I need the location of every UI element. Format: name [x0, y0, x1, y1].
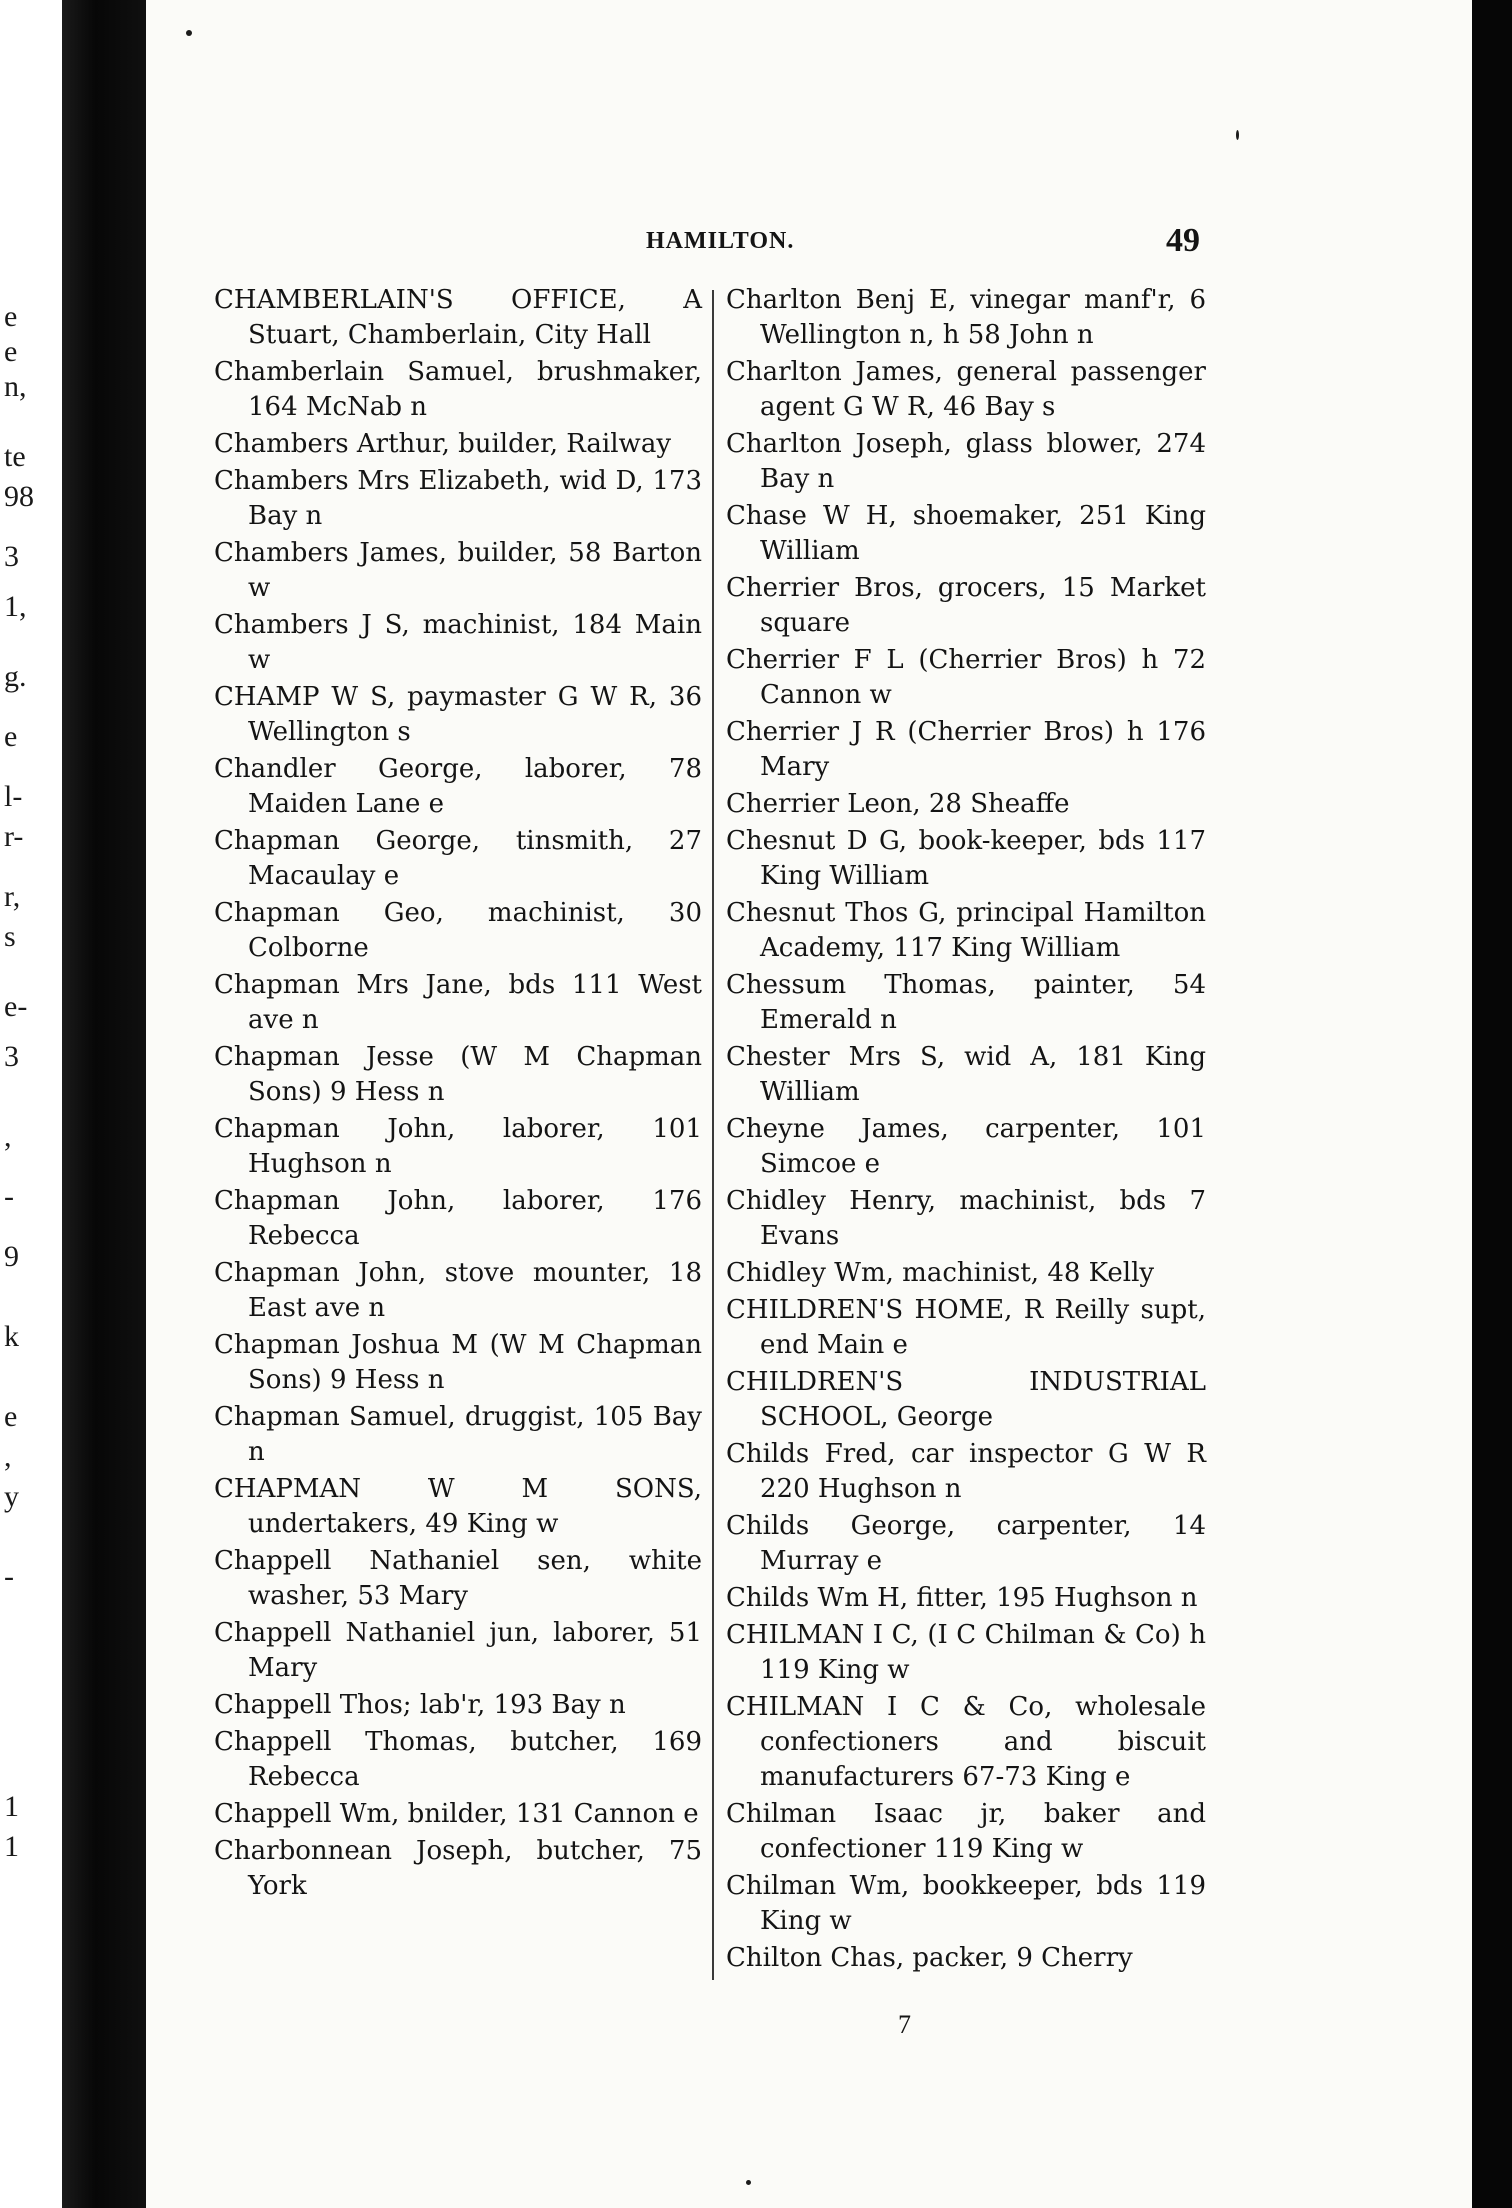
directory-entry: Chapman John, stove mounter, 18 East ave n: [214, 1258, 702, 1323]
book-gutter: [62, 0, 146, 2208]
directory-entry: CHILMAN I C, (I C Chilman & Co) h 119 King w: [726, 1620, 1206, 1685]
directory-entry: CHAPMAN W M SONS, undertakers, 49 King w: [214, 1474, 702, 1539]
directory-entry: Chappell Thomas, butcher, 169 Rebecca: [214, 1727, 702, 1792]
directory-entry: Charbonnean Joseph, butcher, 75 York: [214, 1836, 702, 1901]
directory-entry: Chesnut D G, book-keeper, bds 117 King William: [726, 826, 1206, 891]
directory-entry: Childs George, carpenter, 14 Murray e: [726, 1511, 1206, 1576]
directory-entry: Cherrier Bros, grocers, 15 Market square: [726, 573, 1206, 638]
margin-fragment: s: [4, 920, 16, 953]
margin-fragment: 3: [4, 540, 19, 573]
margin-fragment: y: [4, 1480, 19, 1513]
ink-speck: [746, 2180, 751, 2185]
margin-fragment: 9: [4, 1240, 19, 1273]
directory-entry: Chilman Isaac jr, baker and confectioner 119 King w: [726, 1799, 1206, 1864]
signature-mark: 7: [898, 2010, 911, 2039]
margin-fragment: 1: [4, 1790, 19, 1823]
left-column: [214, 283, 702, 1906]
column-rule: [712, 290, 714, 1980]
page-edge-shadow: [1472, 0, 1512, 2208]
directory-entry: CHILDREN'S INDUSTRIAL SCHOOL, George: [726, 1367, 1206, 1432]
directory-entry: Chambers James, builder, 58 Barton w: [214, 538, 702, 603]
ink-speck: [186, 30, 192, 36]
directory-entry: CHILMAN I C & Co, wholesale confectioners and biscuit manufacturers 67-73 King e: [726, 1692, 1206, 1792]
margin-fragment: 3: [4, 1040, 19, 1073]
directory-entry: Chilton Chas, packer, 9 Cherry: [726, 1943, 1133, 1973]
directory-entry: Cherrier F L (Cherrier Bros) h 72 Cannon w: [726, 645, 1206, 710]
directory-entry: Charlton Joseph, glass blower, 274 Bay n: [726, 429, 1206, 494]
directory-entry: Chapman Samuel, druggist, 105 Bay n: [214, 1402, 702, 1467]
margin-fragment: ,: [4, 1440, 12, 1473]
directory-entry: Chesnut Thos G, principal Hamilton Academy, 117 King William: [726, 898, 1206, 963]
margin-fragment: r-: [4, 820, 24, 853]
previous-page-edge: [0, 0, 62, 2208]
margin-fragment: e: [4, 335, 18, 368]
margin-fragment: k: [4, 1320, 19, 1353]
directory-entry: Cherrier Leon, 28 Sheaffe: [726, 789, 1070, 819]
margin-fragment: e: [4, 300, 18, 333]
page-number: 49: [1166, 222, 1200, 259]
directory-entry: Chambers Arthur, builder, Railway: [214, 429, 672, 459]
directory-entry: Charlton James, general passenger agent G W R, 46 Bay s: [726, 357, 1206, 422]
margin-fragment: -: [4, 1560, 14, 1593]
margin-fragment: ,: [4, 1120, 12, 1153]
directory-entry: Chase W H, shoemaker, 251 King William: [726, 501, 1206, 566]
directory-entry: Chapman George, tinsmith, 27 Macaulay e: [214, 826, 702, 891]
directory-entry: Chapman Joshua M (W M Chapman Sons) 9 Hess n: [214, 1330, 702, 1395]
directory-entry: Chambers Mrs Elizabeth, wid D, 173 Bay n: [214, 466, 702, 531]
margin-fragment: 1: [4, 1830, 19, 1863]
margin-fragment: e: [4, 720, 18, 753]
directory-entry: Chappell Nathaniel jun, laborer, 51 Mary: [214, 1618, 702, 1683]
directory-entry: Chidley Henry, machinist, bds 7 Evans: [726, 1186, 1206, 1251]
margin-fragment: -: [4, 1180, 14, 1213]
directory-entry: CHAMP W S, paymaster G W R, 36 Wellington s: [214, 682, 702, 747]
margin-fragment: te: [4, 440, 26, 473]
directory-entry: Cheyne James, carpenter, 101 Simcoe e: [726, 1114, 1206, 1179]
ink-speck: [1236, 130, 1239, 140]
margin-fragment: l-: [4, 780, 23, 813]
margin-fragment: e: [4, 1400, 18, 1433]
directory-entry: Cherrier J R (Cherrier Bros) h 176 Mary: [726, 717, 1206, 782]
margin-fragment: g.: [4, 660, 27, 693]
directory-entry: Chapman John, laborer, 101 Hughson n: [214, 1114, 702, 1179]
directory-entry: CHILDREN'S HOME, R Reilly supt, end Main e: [726, 1295, 1206, 1360]
directory-entry: Chidley Wm, machinist, 48 Kelly: [726, 1258, 1155, 1288]
directory-entry: Chandler George, laborer, 78 Maiden Lane e: [214, 754, 702, 819]
directory-entry: Chapman Mrs Jane, bds 111 West ave n: [214, 970, 702, 1035]
directory-entry: Chapman Jesse (W M Chapman Sons) 9 Hess n: [214, 1042, 702, 1107]
directory-entry: Chester Mrs S, wid A, 181 King William: [726, 1042, 1206, 1107]
directory-entry: Charlton Benj E, vinegar manf'r, 6 Wellington n, h 58 John n: [726, 285, 1206, 350]
directory-entry: CHAMBERLAIN'S OFFICE, A Stuart, Chamberlain, City Hall: [214, 285, 702, 350]
directory-entry: Chilman Wm, bookkeeper, bds 119 King w: [726, 1871, 1206, 1936]
running-title: HAMILTON.: [646, 228, 795, 254]
directory-entry: Chambers J S, machinist, 184 Main w: [214, 610, 702, 675]
directory-entry: Chappell Wm, bnilder, 131 Cannon e: [214, 1799, 699, 1829]
directory-entry: Childs Wm H, fitter, 195 Hughson n: [726, 1583, 1198, 1613]
margin-fragment: 1,: [4, 590, 27, 623]
margin-fragment: n,: [4, 370, 27, 403]
margin-fragment: r,: [4, 880, 21, 913]
right-column: [726, 283, 1206, 1978]
directory-entry: Chapman John, laborer, 176 Rebecca: [214, 1186, 702, 1251]
directory-entry: Chappell Nathaniel sen, white washer, 53 Mary: [214, 1546, 702, 1611]
running-head: [500, 222, 1200, 268]
margin-fragment: 98: [4, 480, 34, 513]
directory-entry: Chappell Thos; lab'r, 193 Bay n: [214, 1690, 626, 1720]
margin-fragment: e-: [4, 990, 28, 1023]
directory-entry: Chamberlain Samuel, brushmaker, 164 McNab n: [214, 357, 702, 422]
directory-entry: Childs Fred, car inspector G W R 220 Hughson n: [726, 1439, 1206, 1504]
directory-entry: Chapman Geo, machinist, 30 Colborne: [214, 898, 702, 963]
directory-entry: Chessum Thomas, painter, 54 Emerald n: [726, 970, 1206, 1035]
